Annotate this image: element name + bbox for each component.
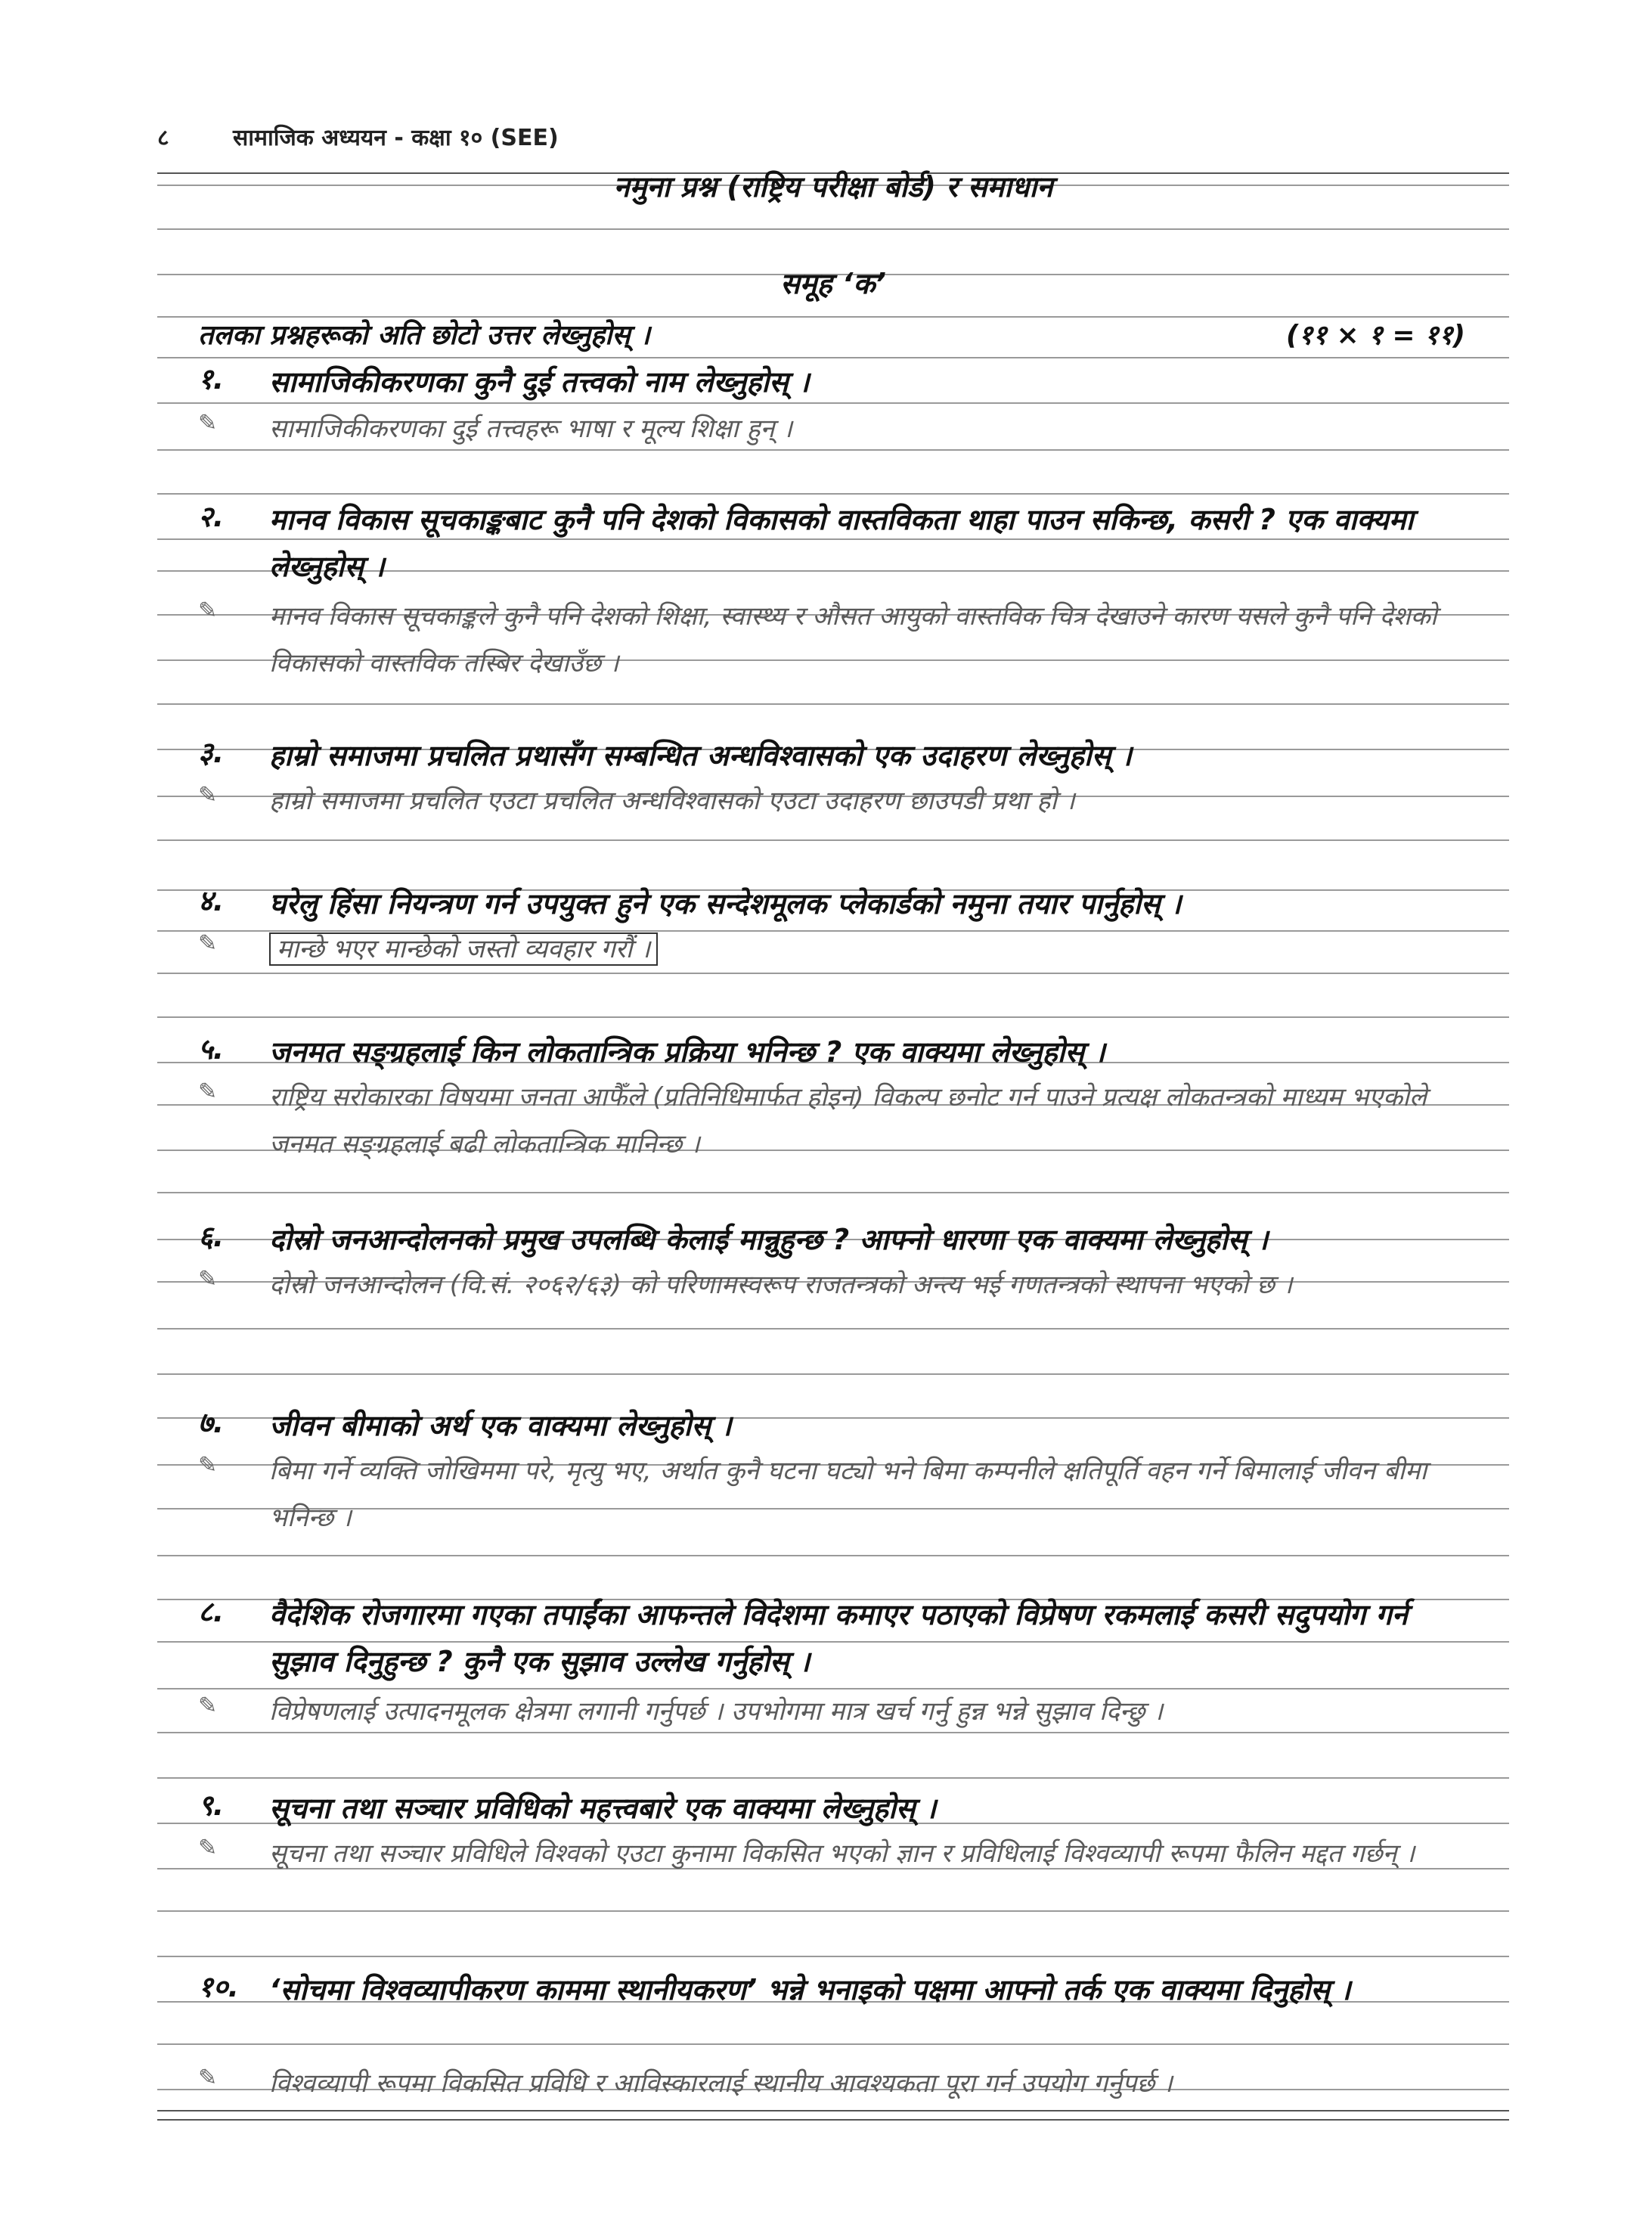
question-number: ७. <box>198 1406 225 1439</box>
answer <box>198 1074 1479 1168</box>
question-text: हाम्रो समाजमा प्रचलित प्रथासँग सम्बन्धित अन्धविश्वासको एक उदाहरण लेख्नुहोस् । <box>269 739 1133 772</box>
answer <box>198 405 1479 452</box>
question-number: ३. <box>198 736 225 769</box>
pen-icon: ✎ <box>198 782 218 808</box>
question-text: जीवन बीमाको अर्थ एक वाक्यमा लेख्नुहोस् । <box>269 1409 732 1442</box>
rule <box>157 228 1509 230</box>
question <box>198 1966 1479 2013</box>
section-title: नमुना प्रश्न (राष्ट्रिय परीक्षा बोर्ड) र समाधान <box>613 170 1053 203</box>
answer <box>198 2060 1479 2107</box>
question-text: ‘सोचमा विश्वव्यापीकरण काममा स्थानीयकरण’ भन्ने भनाइको पक्षमा आफ्नो तर्क एक वाक्यमा दिनुहोस् । <box>269 1973 1351 2006</box>
answer-text: सामाजिकीकरणका दुई तत्त्वहरू भाषा र मूल्य शिक्षा हुन् । <box>269 414 793 444</box>
page-number: ८ <box>157 124 169 151</box>
answer-text: विश्वव्यापी रूपमा विकसित प्रविधि र आविस्कारलाई स्थानीय आवश्यकता पूरा गर्न उपयोग गर्नुपर्छ । <box>269 2068 1173 2099</box>
answer <box>198 1830 1479 1877</box>
instruction-text: तलका प्रश्नहरूको अति छोटो उत्तर लेख्नुहोस् । <box>198 319 650 351</box>
instruction-row <box>198 310 1465 357</box>
question-number: ८. <box>198 1595 225 1628</box>
question-number: १०. <box>198 1970 239 2003</box>
question-number: ९. <box>198 1789 225 1822</box>
question-text: सामाजिकीकरणका कुनै दुई तत्त्वको नाम लेख्नुहोस् । <box>269 365 810 399</box>
answer-text: दोस्रो जनआन्दोलन (वि.सं. २०६२/६३) को परिणामस्वरूप राजतन्त्रको अन्त्य भई गणतन्त्रको स्थापना भएको छ । <box>269 1270 1293 1300</box>
pen-icon: ✎ <box>198 1835 218 1861</box>
rule <box>157 1777 1509 1779</box>
question <box>198 496 1479 590</box>
answer <box>198 1688 1479 1735</box>
answer <box>198 1447 1479 1541</box>
pen-icon: ✎ <box>198 1078 218 1105</box>
answer <box>198 926 1479 973</box>
question <box>198 1402 1479 1449</box>
rule <box>157 703 1509 705</box>
question-number: २. <box>198 500 225 533</box>
question-number: १. <box>198 362 225 396</box>
question <box>198 880 1479 927</box>
rule <box>157 1016 1509 1018</box>
question <box>198 1591 1479 1685</box>
question <box>198 732 1479 779</box>
question-text: वैदेशिक रोजगारमा गएका तपाईंका आफन्तले विदेशमा कमाएर पठाएको विप्रेषण रकमलाई कसरी सदुपयोग गर्न सुझाव दिनुहुन्छ ? कुनै एक सुझाव उल्लेख गर्नुहोस् । <box>269 1598 1408 1678</box>
rule <box>157 2119 1509 2121</box>
pen-icon: ✎ <box>198 410 218 436</box>
answer <box>198 777 1479 824</box>
answer-text: बिमा गर्ने व्यक्ति जोखिममा परे, मृत्यु भए, अर्थात कुनै घटना घट्यो भने बिमा कम्पनीले क्षतिपूर्ति वहन गर्ने बिमालाई जीवन बीमा भनिन्छ । <box>269 1456 1427 1533</box>
placard-sample: मान्छे भएर मान्छेको जस्तो व्यवहार गरौं । <box>269 932 658 966</box>
pen-icon: ✎ <box>198 1452 218 1478</box>
pen-icon: ✎ <box>198 597 218 624</box>
pen-icon: ✎ <box>198 1693 218 1719</box>
question <box>198 358 1479 405</box>
rule <box>157 973 1509 974</box>
rule <box>157 2043 1509 2045</box>
answer-text: राष्ट्रिय सरोकारका विषयमा जनता आफैँले (प्रतिनिधिमार्फत होइन) विकल्प छनोट गर्न पाउने प्रत्यक्ष लोकतन्त्रको माध्यम भएकोले जनमत सङ्ग्रहलाई बढी लोकतान्त्रिक मानिन्छ । <box>269 1082 1427 1159</box>
question-text: मानव विकास सूचकाङ्कबाट कुनै पनि देशको विकासको वास्तविकता थाहा पाउन सकिन्छ, कसरी ? एक वाक्यमा लेख्नुहोस् । <box>269 503 1414 583</box>
question-number: ४. <box>198 884 225 917</box>
answer-text: विप्रेषणलाई उत्पादनमूलक क्षेत्रमा लगानी गर्नुपर्छ । उपभोगमा मात्र खर्च गर्नु हुन्न भन्ने सुझाव दिन्छु । <box>269 1696 1164 1727</box>
question <box>198 1785 1479 1832</box>
page-header <box>157 113 559 159</box>
question-text: दोस्रो जनआन्दोलनको प्रमुख उपलब्धि केलाई मान्नुहुन्छ ? आफ्नो धारणा एक वाक्यमा लेख्नुहोस् । <box>269 1223 1269 1256</box>
answer <box>198 1261 1479 1308</box>
question-text: जनमत सङ्ग्रहलाई किन लोकतान्त्रिक प्रक्रिया भनिन्छ ? एक वाक्यमा लेख्नुहोस् । <box>269 1035 1105 1069</box>
question-number: ६. <box>198 1220 225 1253</box>
pen-icon: ✎ <box>198 2065 218 2091</box>
marks-label: (११ × १ = ११) <box>1286 319 1465 351</box>
rule <box>157 1192 1509 1193</box>
question <box>198 1029 1479 1075</box>
rule <box>157 1555 1509 1556</box>
question-number: ५. <box>198 1032 225 1066</box>
rule <box>157 2110 1509 2111</box>
answer-text: सूचना तथा सञ्चार प्रविधिले विश्वको एउटा कुनामा विकसित भएको ज्ञान र प्रविधिलाई विश्वव्यापी रूपमा फैलिन मद्दत गर्छन् । <box>269 1838 1415 1869</box>
question-text: सूचना तथा सञ्चार प्रविधिको महत्त्वबारे एक वाक्यमा लेख्नुहोस् । <box>269 1792 937 1825</box>
answer <box>198 593 1479 687</box>
rule <box>157 1373 1509 1375</box>
answer-text: हाम्रो समाजमा प्रचलित एउटा प्रचलित अन्धविश्वासको एउटा उदाहरण छाउपडी प्रथा हो । <box>269 786 1075 816</box>
rule <box>157 1328 1509 1330</box>
book-title: सामाजिक अध्ययन - कक्षा १० (SEE) <box>233 124 559 151</box>
rule <box>157 493 1509 495</box>
pen-icon: ✎ <box>198 1266 218 1292</box>
answer-text: मानव विकास सूचकाङ्कले कुनै पनि देशको शिक्षा, स्वास्थ्य र औसत आयुको वास्तविक चित्र देखाउने कारण यसले कुनै पनि देशको विकासको वास्तविक तस्बिर देखाउँछ । <box>269 601 1437 678</box>
rule <box>157 1956 1509 1957</box>
question-text: घरेलु हिंसा नियन्त्रण गर्न उपयुक्त हुने एक सन्देशमूलक प्लेकार्डको नमुना तयार पार्नुहोस् । <box>269 887 1182 920</box>
rule <box>157 839 1509 841</box>
question <box>198 1216 1479 1263</box>
rule <box>157 1910 1509 1912</box>
group-title: समूह ‘क’ <box>780 267 886 300</box>
pen-icon: ✎ <box>198 930 218 957</box>
